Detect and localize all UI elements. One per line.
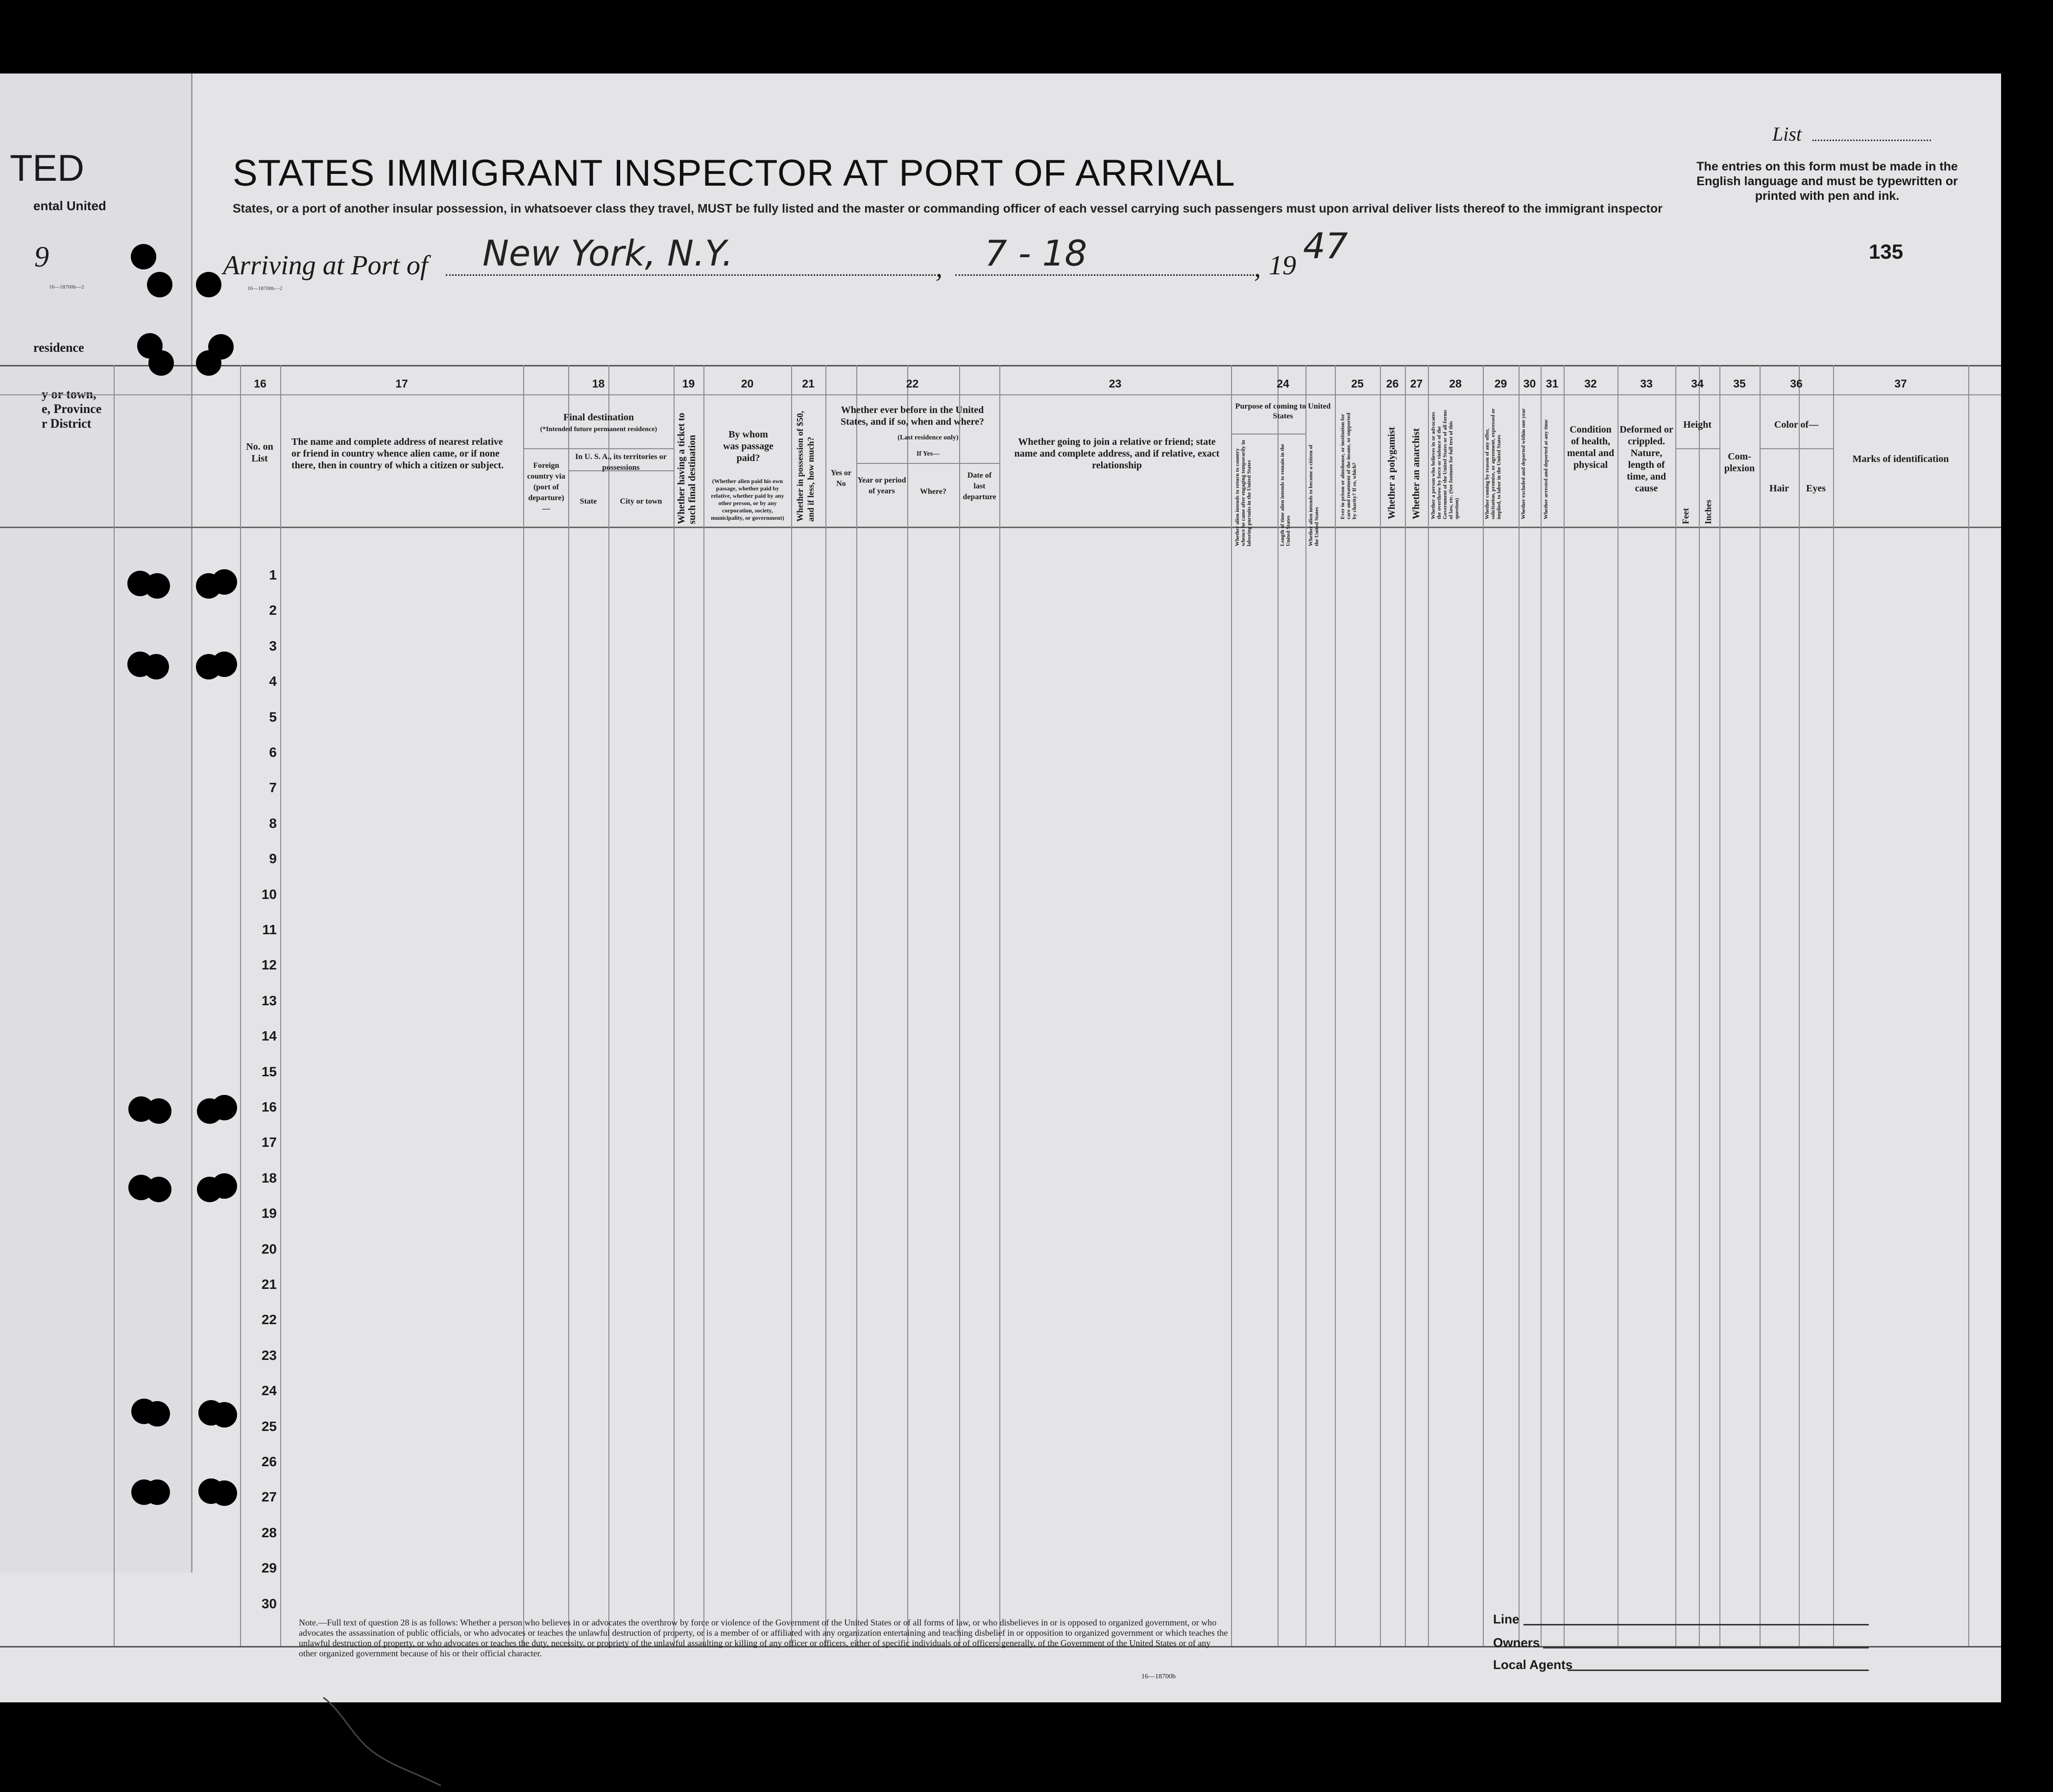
punch-hole bbox=[212, 569, 237, 595]
owners-label: Owners bbox=[1493, 1635, 1540, 1650]
row-number: 28 bbox=[261, 1525, 277, 1540]
date-handwritten: 7 - 18 bbox=[985, 233, 1087, 274]
subheader-divider bbox=[1231, 434, 1305, 435]
header-marks: Marks of identification bbox=[1852, 454, 1949, 464]
col-num-32: 32 bbox=[1584, 377, 1597, 390]
row-number: 24 bbox=[261, 1383, 277, 1399]
col-num-20: 20 bbox=[741, 377, 754, 390]
col-num-24: 24 bbox=[1277, 377, 1289, 390]
header-prison: Ever in prison or almshouse, or institution for care and treatment of the insane, or supported by charity? If so, which? bbox=[1340, 412, 1357, 519]
col-num-21: 21 bbox=[802, 377, 815, 390]
punch-hole bbox=[208, 334, 234, 360]
pen-stray-mark bbox=[314, 1693, 460, 1791]
row-number: 13 bbox=[261, 993, 277, 1008]
col-divider bbox=[907, 365, 908, 1646]
row-number: 17 bbox=[261, 1135, 277, 1150]
punch-hole bbox=[148, 350, 174, 376]
row-number: 27 bbox=[261, 1489, 277, 1505]
col-divider bbox=[959, 365, 960, 1646]
col-num-17: 17 bbox=[395, 377, 408, 390]
col-divider bbox=[1675, 365, 1676, 1646]
header-final-destination-note: (*Intended future permanent residence) bbox=[540, 426, 657, 433]
left-title-fragment: TED bbox=[10, 147, 84, 189]
left-residence-label: residence bbox=[33, 340, 84, 355]
col-divider bbox=[1564, 365, 1565, 1646]
manifest-sheet bbox=[0, 73, 2001, 1702]
col-num-37: 37 bbox=[1894, 377, 1907, 390]
col-divider bbox=[1833, 365, 1834, 1646]
subheader-divider bbox=[1760, 448, 1833, 449]
left-form-code: 16—18700b—2 bbox=[49, 284, 84, 290]
punch-hole bbox=[144, 654, 169, 679]
row-number: 6 bbox=[269, 745, 277, 760]
header-state: State bbox=[580, 497, 597, 506]
row-number: 12 bbox=[261, 957, 277, 973]
left-number-fragment: 9 bbox=[34, 241, 49, 273]
list-number-field[interactable] bbox=[1812, 140, 1931, 141]
row-number: 19 bbox=[261, 1206, 277, 1221]
header-nearest-relative: The name and complete address of nearest relative or friend in country whence alien came, or if none there, then in country of which a citizen or subject. bbox=[291, 436, 504, 471]
left-city-line2: e, Province bbox=[42, 402, 102, 416]
form-subtitle: States, or a port of another insular possession, in whatsoever class they travel, MUST be fully listed and the master or commanding officer of each vessel carrying such passengers must upon arrival deliver lists thereof to the immigrant inspector bbox=[233, 202, 1663, 216]
header-final-destination: Final destination bbox=[563, 412, 634, 423]
punch-hole bbox=[131, 244, 156, 269]
header-color-of: Color of— bbox=[1774, 419, 1819, 430]
header-purpose-length: Length of time alien intends to remain in the United States bbox=[1280, 444, 1291, 546]
col-num-16: 16 bbox=[254, 377, 266, 390]
port-field-line[interactable] bbox=[446, 274, 936, 276]
col-num-36: 36 bbox=[1790, 377, 1803, 390]
mid-form-code: 16—18700b—2 bbox=[247, 286, 283, 291]
header-foreign-country: Foreign country via (port of departure)— bbox=[527, 461, 565, 513]
year-handwritten: 47 bbox=[1303, 225, 1348, 266]
col-divider bbox=[856, 365, 857, 1646]
col-divider bbox=[523, 365, 524, 1646]
punch-hole bbox=[146, 1177, 171, 1202]
col-divider bbox=[674, 365, 675, 1646]
header-arrested: Whether arrested and deported at any time bbox=[1543, 419, 1549, 519]
punch-hole bbox=[145, 573, 170, 599]
header-passage-note: (Whether alien paid his own passage, whether paid by relative, whether paid by any other person, or by any corporation, society, municipality, or government) bbox=[711, 478, 784, 521]
punch-hole bbox=[212, 1173, 237, 1199]
header-hair: Hair bbox=[1769, 483, 1789, 494]
col-divider bbox=[791, 365, 792, 1646]
col-num-28: 28 bbox=[1449, 377, 1462, 390]
row-number: 7 bbox=[269, 780, 277, 796]
row-number: 14 bbox=[261, 1028, 277, 1044]
row-number: 25 bbox=[261, 1418, 277, 1434]
punch-hole bbox=[196, 272, 221, 297]
header-purpose-return: Whether alien intends to return to country whence he came after engaging temporarily in laboring pursuits in the United States bbox=[1234, 440, 1252, 546]
header-anarchist: Whether an anarchist bbox=[1411, 428, 1422, 519]
col-num-29: 29 bbox=[1494, 377, 1507, 390]
row-number: 22 bbox=[261, 1312, 277, 1328]
header-height: Height bbox=[1683, 419, 1712, 430]
row-number: 10 bbox=[261, 886, 277, 902]
list-label: List bbox=[1772, 123, 1802, 145]
header-labor-offer: Whether coming by reason of any offer, solicitation, promise, or agreement, expressed or implied, to labor in the United States bbox=[1484, 408, 1502, 519]
header-date-departure: Date of last departure bbox=[963, 471, 996, 501]
col-divider bbox=[1719, 365, 1720, 1646]
punch-hole bbox=[145, 1401, 170, 1427]
header-ever-before: Whether ever before in the United States, and if so, when and where? bbox=[841, 405, 984, 427]
owners-field[interactable] bbox=[1543, 1647, 1869, 1648]
punch-hole bbox=[212, 1095, 237, 1120]
header-purpose-citizen: Whether alien intends to become a citizen of the United States bbox=[1308, 444, 1320, 546]
header-inches: Inches bbox=[1703, 499, 1713, 524]
row-divider bbox=[0, 527, 2001, 528]
row-number: 18 bbox=[261, 1170, 277, 1186]
subheader-divider bbox=[1675, 448, 1719, 449]
punch-hole bbox=[147, 272, 172, 297]
col-divider bbox=[1380, 365, 1381, 1646]
row-number: 29 bbox=[261, 1560, 277, 1576]
col-divider bbox=[114, 365, 115, 1646]
subheader-divider bbox=[856, 463, 999, 464]
row-number: 9 bbox=[269, 851, 277, 867]
col-num-30: 30 bbox=[1523, 377, 1536, 390]
col-divider bbox=[1405, 365, 1406, 1646]
row-number: 15 bbox=[261, 1064, 277, 1079]
footnote-question-28: Note.—Full text of question 28 is as follows: Whether a person who believes in or advocates the overthrow by force or violence of the Government of the United States or of all forms of law, or who disbelieves in or is opposed to organized government, or who advocates the assassination of public officials, or who advocates or teaches the unlawful destruction of property, or is a member of or affiliated with any organization entertaining and teaching disbelief in or opposition to organized government or which teaches the unlawful destruction of property, or who advocates or teaches the duty, necessity, or propriety of the unlawful assaulting or killing of any officer or officers, either of specific individuals or of officers generally, of the Government of the United States or of any other organized government because of his or their official character. bbox=[299, 1618, 1228, 1658]
page-number: 135 bbox=[1869, 240, 1904, 263]
header-last-residence: (Last residence only) bbox=[897, 434, 959, 441]
row-divider bbox=[0, 365, 2001, 366]
header-deformed: Deformed or crippled. Nature, length of time, and cause bbox=[1619, 424, 1673, 494]
comma-mark: , bbox=[1254, 253, 1261, 283]
line-label: Line bbox=[1493, 1612, 1520, 1626]
col-divider bbox=[240, 365, 241, 1646]
col-divider bbox=[1305, 365, 1306, 1646]
header-excluded: Whether excluded and deported within one year bbox=[1521, 408, 1526, 519]
header-overthrow: Whether a person who believes in or advocates the overthrow by force or violence of the Government of the United States or of all forms of law, etc. (See footnote for full text of this question) bbox=[1430, 410, 1460, 519]
row-divider bbox=[0, 394, 2001, 395]
col-divider bbox=[999, 365, 1000, 1646]
header-in-usa: In U. S. A., its territories or possessions bbox=[575, 453, 667, 472]
form-title: STATES IMMIGRANT INSPECTOR AT PORT OF ARRIVAL bbox=[233, 152, 1235, 194]
date-field-line[interactable] bbox=[955, 274, 1254, 276]
punch-hole bbox=[146, 1098, 171, 1124]
row-number: 2 bbox=[269, 603, 277, 618]
row-number: 1 bbox=[269, 567, 277, 582]
col-divider bbox=[1699, 365, 1700, 1646]
header-fifty-dollars: Whether in possession of $50, and if less, how much? bbox=[795, 411, 816, 522]
col-divider bbox=[1799, 365, 1800, 1646]
year-prefix: 19 bbox=[1269, 250, 1296, 281]
row-number: 5 bbox=[269, 709, 277, 725]
left-city-line1: y or town, bbox=[42, 387, 97, 401]
col-num-22: 22 bbox=[906, 377, 919, 390]
header-city: City or town bbox=[620, 497, 662, 506]
col-divider bbox=[1335, 365, 1336, 1646]
header-health: Condition of health, mental and physical bbox=[1567, 424, 1615, 470]
header-complexion: Com-plexion bbox=[1724, 451, 1755, 474]
row-number: 4 bbox=[269, 674, 277, 689]
col-divider bbox=[703, 365, 704, 1646]
col-num-18: 18 bbox=[592, 377, 605, 390]
row-number: 21 bbox=[261, 1277, 277, 1292]
col-num-35: 35 bbox=[1733, 377, 1746, 390]
col-divider bbox=[1483, 365, 1484, 1646]
header-feet: Feet bbox=[1681, 508, 1691, 524]
local-agents-label: Local Agents bbox=[1493, 1657, 1573, 1672]
port-handwritten: New York, N.Y. bbox=[483, 233, 733, 274]
col-divider bbox=[568, 365, 569, 1646]
col-num-26: 26 bbox=[1386, 377, 1399, 390]
subheader-divider bbox=[523, 448, 674, 449]
header-passage-paid: By whom was passage paid? bbox=[723, 429, 773, 463]
row-number: 3 bbox=[269, 638, 277, 654]
header-years: Year or period of years bbox=[857, 476, 906, 495]
row-number: 16 bbox=[261, 1099, 277, 1114]
col-num-31: 31 bbox=[1546, 377, 1559, 390]
row-number: 23 bbox=[261, 1347, 277, 1363]
col-divider bbox=[1541, 365, 1542, 1646]
punch-hole bbox=[145, 1479, 170, 1505]
col-divider bbox=[1278, 365, 1279, 1646]
punch-hole bbox=[212, 1480, 237, 1506]
header-no-on-list: No. on List bbox=[246, 441, 273, 464]
left-city-line3: r District bbox=[42, 416, 92, 431]
header-where: Where? bbox=[920, 487, 946, 496]
col-num-34: 34 bbox=[1691, 377, 1704, 390]
row-number: 30 bbox=[261, 1596, 277, 1611]
col-divider bbox=[1231, 365, 1232, 1646]
row-number: 8 bbox=[269, 815, 277, 831]
row-number: 20 bbox=[261, 1241, 277, 1257]
left-subtitle-fragment: ental United bbox=[33, 198, 106, 213]
col-divider bbox=[1519, 365, 1520, 1646]
col-num-33: 33 bbox=[1640, 377, 1653, 390]
header-ticket: Whether having a ticket to such final destination bbox=[676, 412, 698, 524]
manifest-table bbox=[0, 365, 2001, 1646]
instructions-note: The entries on this form must be made in the English language and must be typewritten or printed with pen and ink. bbox=[1696, 160, 1958, 203]
punch-hole bbox=[212, 1402, 237, 1428]
col-divider bbox=[280, 365, 281, 1646]
arriving-label: Arriving at Port of bbox=[223, 250, 428, 281]
row-number: 26 bbox=[261, 1454, 277, 1469]
col-num-25: 25 bbox=[1351, 377, 1364, 390]
row-number: 11 bbox=[262, 922, 277, 937]
col-num-23: 23 bbox=[1109, 377, 1122, 390]
punch-hole bbox=[212, 652, 237, 677]
header-join-relative: Whether going to join a relative or friend; state name and complete address, and if relative, exact relationship bbox=[1014, 436, 1220, 471]
col-divider bbox=[825, 365, 826, 1646]
col-num-19: 19 bbox=[682, 377, 695, 390]
comma-mark: , bbox=[936, 253, 942, 283]
col-divider bbox=[1760, 365, 1761, 1646]
line-field[interactable] bbox=[1523, 1624, 1869, 1625]
header-purpose: Purpose of coming to United States bbox=[1235, 402, 1331, 420]
col-num-27: 27 bbox=[1410, 377, 1423, 390]
local-agents-field[interactable] bbox=[1568, 1670, 1869, 1671]
col-divider bbox=[1968, 365, 1969, 1646]
header-polygamist: Whether a polygamist bbox=[1386, 427, 1397, 519]
col-divider bbox=[608, 365, 609, 1646]
header-eyes: Eyes bbox=[1806, 483, 1826, 494]
header-yes-or-no: Yes or No bbox=[830, 469, 852, 488]
col-divider bbox=[1428, 365, 1429, 1646]
footer-form-code: 16—18700b bbox=[1141, 1673, 1176, 1680]
header-if-yes: If Yes— bbox=[916, 450, 940, 458]
